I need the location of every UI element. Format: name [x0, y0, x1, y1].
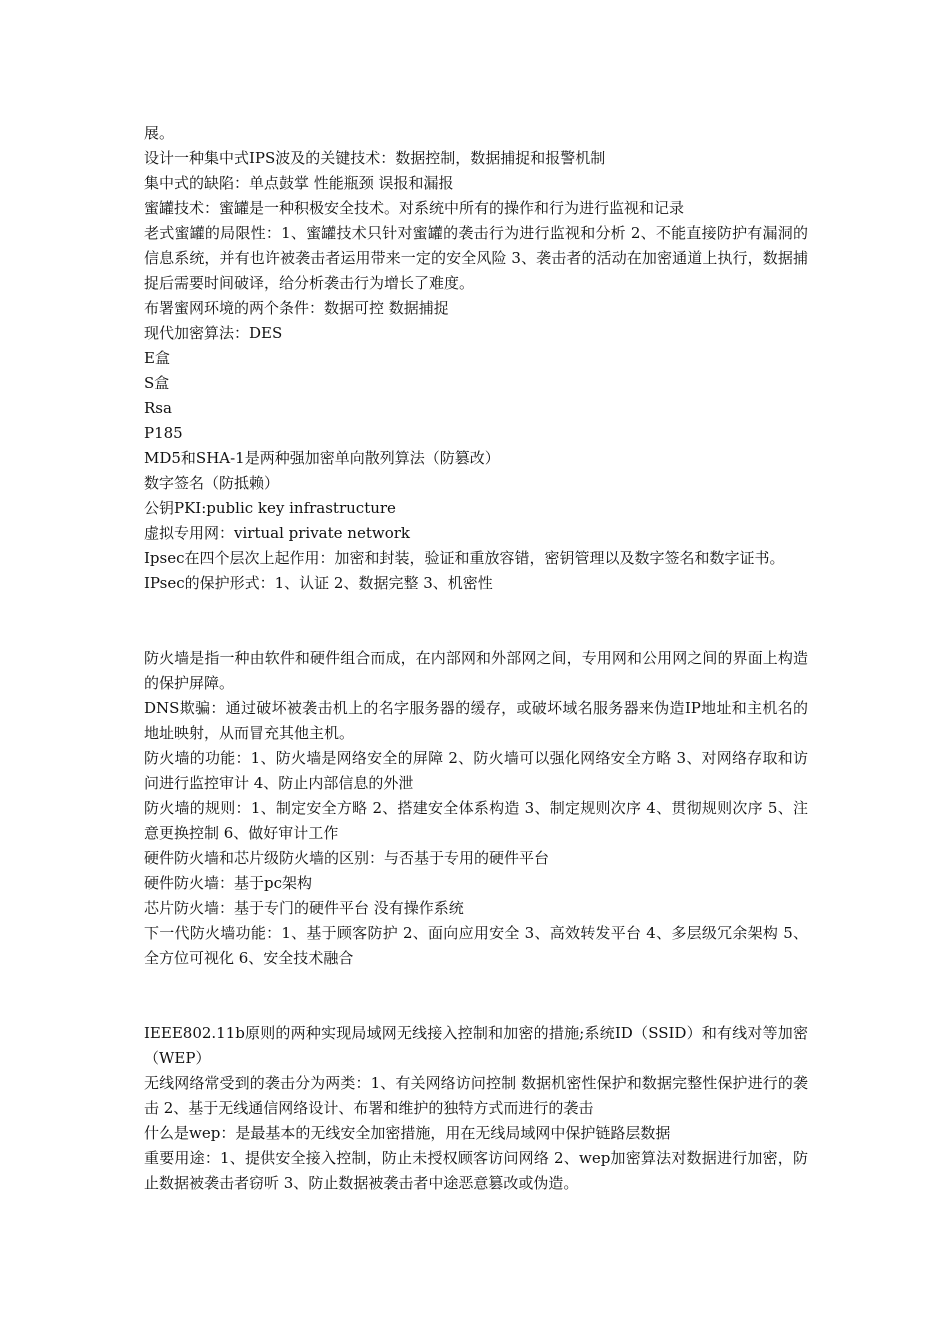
paragraph: 防火墙的功能：1、防火墙是网络安全的屏障 2、防火墙可以强化网络安全方略 3、对网络存取和访问进行监控审计 4、防止内部信息的外泄	[144, 749, 808, 792]
document-body	[144, 121, 808, 1196]
paragraph: 现代加密算法：DES	[144, 324, 283, 342]
paragraph: IPsec的保护形式：1、认证 2、数据完整 3、机密性	[144, 574, 493, 592]
paragraph: Rsa	[144, 399, 172, 417]
paragraph: 展。	[144, 124, 175, 142]
paragraph: 什么是wep：是最基本的无线安全加密措施，用在无线局域网中保护链路层数据	[144, 1124, 671, 1142]
paragraph: 布署蜜网环境的两个条件：数据可控 数据捕捉	[144, 299, 449, 317]
paragraph: P185	[144, 424, 183, 442]
paragraph: 数字签名（防抵赖）	[144, 474, 280, 492]
paragraph: DNS欺骗：通过破坏被袭击机上的名字服务器的缓存，或破坏域名服务器来伪造IP地址和主机名的地址映射，从而冒充其他主机。	[144, 699, 808, 742]
paragraph: 防火墙是指一种由软件和硬件组合而成，在内部网和外部网之间，专用网和公用网之间的界面上构造的保护屏障。	[144, 649, 808, 692]
paragraph: IEEE802.11b原则的两种实现局域网无线接入控制和加密的措施;系统ID（SSID）和有线对等加密（WEP）	[144, 1024, 808, 1067]
paragraph: 集中式的缺陷：单点鼓掌 性能瓶颈 误报和漏报	[144, 174, 454, 192]
paragraph: Ipsec在四个层次上起作用：加密和封装，验证和重放容错，密钥管理以及数字签名和数字证书。	[144, 549, 785, 567]
paragraph: 老式蜜罐的局限性：1、蜜罐技术只针对蜜罐的袭击行为进行监视和分析 2、不能直接防护有漏洞的信息系统，并有也许被袭击者运用带来一定的安全风险 3、袭击者的活动在加密通道上执行，数据捕捉后需要时间破译，给分析袭击行为增长了难度。	[144, 224, 808, 292]
paragraph: 公钥PKI:public key infrastructure	[144, 499, 396, 517]
paragraph: E盒	[144, 349, 170, 367]
paragraph: 虚拟专用网：virtual private network	[144, 524, 410, 542]
paragraph: 下一代防火墙功能：1、基于顾客防护 2、面向应用安全 3、高效转发平台 4、多层级冗余架构 5、全方位可视化 6、安全技术融合	[144, 924, 808, 967]
paragraph: 硬件防火墙：基于pc架构	[144, 874, 313, 892]
blank-lines	[144, 971, 808, 1021]
paragraph: 防火墙的规则：1、制定安全方略 2、搭建安全体系构造 3、制定规则次序 4、贯彻规则次序 5、注意更换控制 6、做好审计工作	[144, 799, 808, 842]
paragraph: 芯片防火墙：基于专门的硬件平台 没有操作系统	[144, 899, 464, 917]
paragraph: 重要用途：1、提供安全接入控制，防止未授权顾客访问网络 2、wep加密算法对数据进行加密，防止数据被袭击者窃听 3、防止数据被袭击者中途恶意篡改或伪造。	[144, 1149, 808, 1192]
paragraph: 硬件防火墙和芯片级防火墙的区别：与否基于专用的硬件平台	[144, 849, 550, 867]
paragraph: 无线网络常受到的袭击分为两类：1、有关网络访问控制 数据机密性保护和数据完整性保护进行的袭击 2、基于无线通信网络设计、布署和维护的独特方式而进行的袭击	[144, 1074, 808, 1117]
paragraph: MD5和SHA-1是两种强加密单向散列算法（防篡改）	[144, 449, 500, 467]
paragraph: 蜜罐技术：蜜罐是一种积极安全技术。对系统中所有的操作和行为进行监视和记录	[144, 199, 685, 217]
blank-lines	[144, 596, 808, 646]
paragraph: 设计一种集中式IPS波及的关键技术：数据控制，数据捕捉和报警机制	[144, 149, 606, 167]
paragraph: S盒	[144, 374, 170, 392]
